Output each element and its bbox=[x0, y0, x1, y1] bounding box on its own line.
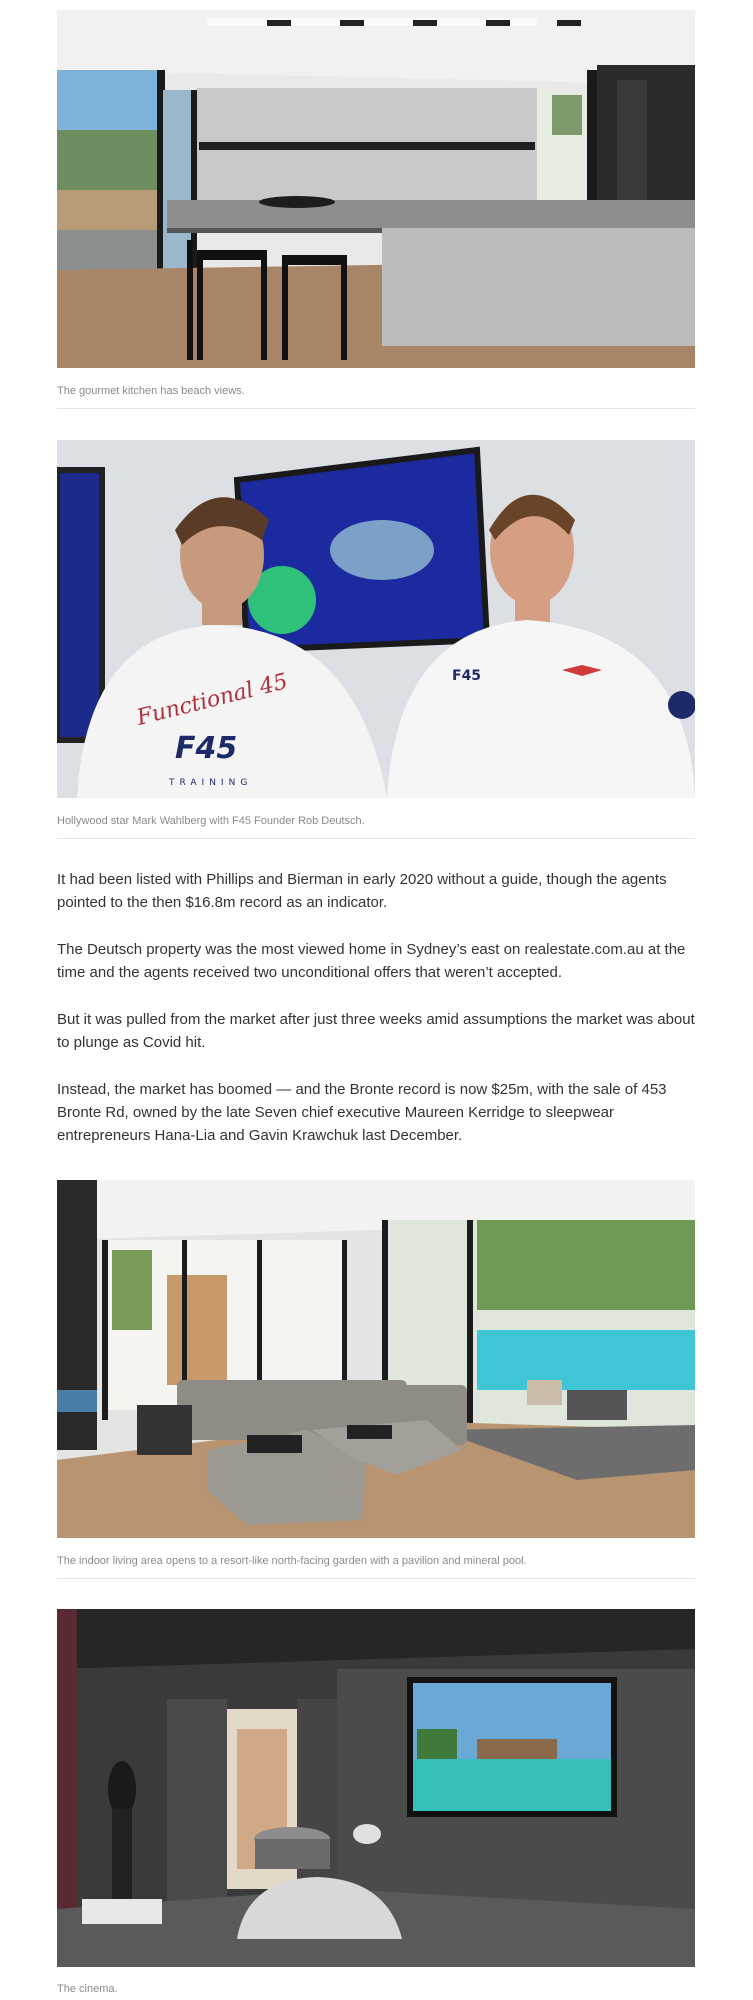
divider bbox=[57, 838, 695, 839]
shirt-right-logo: F45 bbox=[452, 668, 482, 684]
figure-caption: The cinema. bbox=[57, 1983, 118, 1995]
article-paragraph: Instead, the market has boomed — and the Bronte record is now $25m, with the sale of 453 Bronte Rd, owned by the late Seven chief executive Maureen Kerridge to sleepwear entrepreneurs Hana-Lia and Gavin Krawchuk last December. bbox=[57, 1081, 667, 1144]
shirt-left-line1: Functional 45 bbox=[134, 669, 291, 731]
article-paragraph: The Deutsch property was the most viewed home in Sydney’s east on realestate.com.au at the time and the agents received two unconditional offers that weren’t accepted. bbox=[57, 941, 686, 981]
figure-caption: The indoor living area opens to a resort-like north-facing garden with a pavilion and mineral pool. bbox=[57, 1555, 527, 1567]
article-paragraph: But it was pulled from the market after just three weeks amid assumptions the market was about to plunge as Covid hit. bbox=[57, 1011, 695, 1051]
figure-caption: Hollywood star Mark Wahlberg with F45 Founder Rob Deutsch. bbox=[57, 815, 365, 827]
divider bbox=[57, 408, 695, 409]
wahlberg-deutsch-photo bbox=[57, 440, 695, 798]
cinema-photo bbox=[57, 1609, 695, 1967]
article-paragraph: It had been listed with Phillips and Bierman in early 2020 without a guide, though the agents pointed to the then $16.8m record as an indicator. bbox=[57, 871, 667, 911]
divider bbox=[57, 1578, 695, 1579]
living-area-photo bbox=[57, 1180, 695, 1538]
shirt-left-line2: TRAINING bbox=[169, 778, 253, 788]
kitchen-photo bbox=[57, 10, 695, 368]
shirt-left-logo: F45 bbox=[175, 731, 238, 766]
figure-caption: The gourmet kitchen has beach views. bbox=[57, 385, 245, 397]
